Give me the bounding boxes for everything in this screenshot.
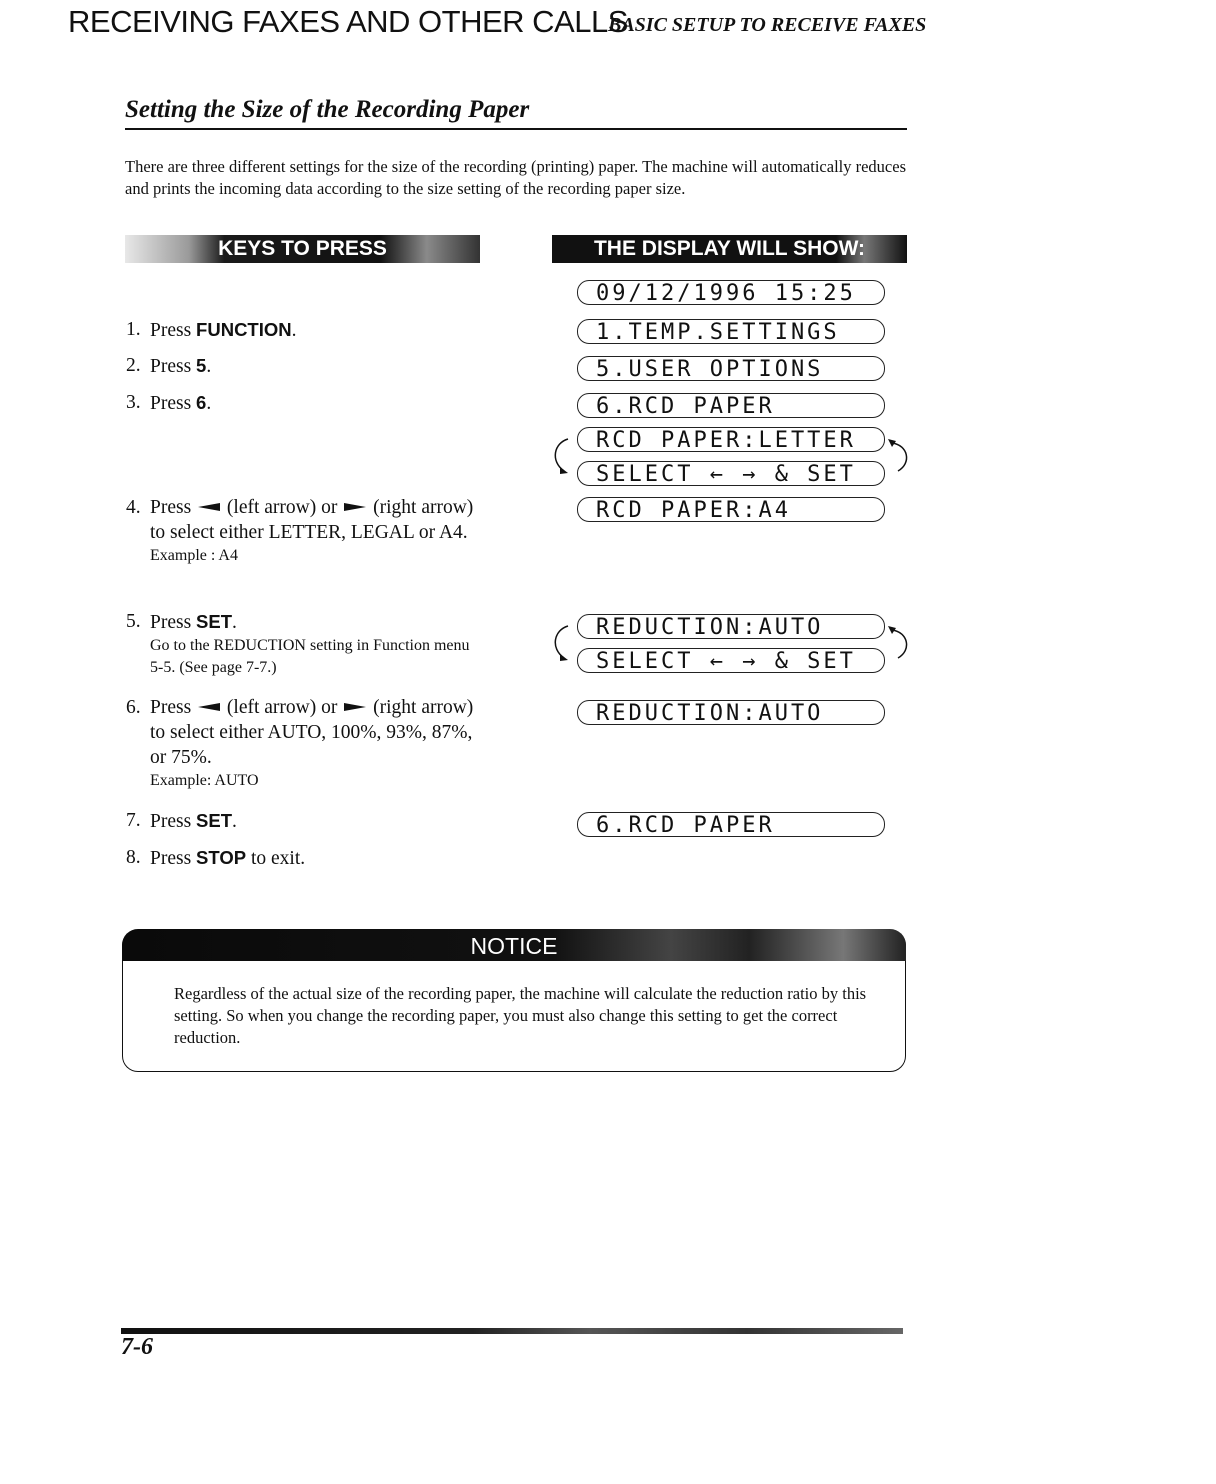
title-divider bbox=[125, 128, 907, 130]
lcd-display-datetime: 09/12/1996 15:25 bbox=[577, 280, 885, 305]
step-5: 5. Press SET. Go to the REDUCTION setting in Function menu 5-5. (See page 7-7.) bbox=[126, 609, 486, 679]
step-4: 4. Press (left arrow) or (right arrow) to select either LETTER, LEGAL or A4. Example : A4 bbox=[126, 495, 486, 595]
step-2: 2. Press 5. bbox=[126, 355, 212, 377]
key-stop: STOP bbox=[196, 847, 247, 868]
keys-to-press-banner: KEYS TO PRESS bbox=[125, 235, 480, 263]
step-4-example: Example : A4 bbox=[150, 547, 238, 564]
cycle-arrow-right-icon bbox=[886, 433, 916, 477]
key-6: 6 bbox=[196, 392, 207, 413]
step-7: 7. Press SET. bbox=[126, 810, 237, 832]
notice-text: Regardless of the actual size of the recording paper, the machine will calculate the reduction ratio by this setting. So when you change the recording paper, you must also change this setting to get the correct reduction. bbox=[174, 984, 867, 1047]
left-arrow-icon bbox=[198, 703, 220, 711]
key-set: SET bbox=[196, 810, 233, 831]
lcd-display-rcd-paper-letter: RCD PAPER:LETTER bbox=[577, 427, 885, 452]
cycle-arrow-left-icon bbox=[546, 433, 576, 477]
step-5-note: Go to the REDUCTION setting in Function menu 5-5. (See page 7-7.) bbox=[150, 637, 470, 676]
cycle-arrow-left-icon bbox=[546, 620, 576, 664]
footer-divider bbox=[121, 1328, 903, 1334]
chapter-title: RECEIVING FAXES AND OTHER CALLS bbox=[68, 4, 628, 39]
page-title: Setting the Size of the Recording Paper bbox=[125, 96, 530, 123]
step-3: 3. Press 6. bbox=[126, 392, 212, 414]
step-1: 1. Press FUNCTION. bbox=[126, 319, 297, 341]
notice-title: NOTICE bbox=[122, 929, 906, 961]
lcd-display-select-set: SELECT ← → & SET bbox=[577, 461, 885, 486]
display-will-show-banner: THE DISPLAY WILL SHOW: bbox=[552, 235, 907, 263]
step-8: 8. Press STOP to exit. bbox=[126, 847, 306, 869]
key-function: FUNCTION bbox=[196, 319, 292, 340]
section-header: BASIC SETUP TO RECEIVE FAXES bbox=[608, 14, 927, 36]
lcd-display-temp-settings: 1.TEMP.SETTINGS bbox=[577, 319, 885, 344]
key-5: 5 bbox=[196, 355, 207, 376]
page-number: 7-6 bbox=[121, 1334, 153, 1360]
lcd-display-rcd-paper-a4: RCD PAPER:A4 bbox=[577, 497, 885, 522]
right-arrow-icon bbox=[344, 503, 366, 511]
lcd-display-select-set: SELECT ← → & SET bbox=[577, 648, 885, 673]
step-6-example: Example: AUTO bbox=[150, 772, 259, 789]
intro-paragraph: There are three different settings for the size of the recording (printing) paper. The machine will automatically reduces and prints the incoming data according to the size setting of the recording paper size. bbox=[125, 157, 906, 198]
right-arrow-icon bbox=[344, 703, 366, 711]
lcd-display-user-options: 5.USER OPTIONS bbox=[577, 356, 885, 381]
lcd-display-reduction-auto: REDUCTION:AUTO bbox=[577, 700, 885, 725]
key-set: SET bbox=[196, 611, 233, 632]
step-6: 6. Press (left arrow) or (right arrow) to select either AUTO, 100%, 93%, 87%, or 75%. Example: AUTO bbox=[126, 695, 486, 795]
cycle-arrow-right-icon bbox=[886, 620, 916, 664]
lcd-display-rcd-paper: 6.RCD PAPER bbox=[577, 393, 885, 418]
left-arrow-icon bbox=[198, 503, 220, 511]
lcd-display-reduction-auto: REDUCTION:AUTO bbox=[577, 614, 885, 639]
lcd-display-rcd-paper: 6.RCD PAPER bbox=[577, 812, 885, 837]
